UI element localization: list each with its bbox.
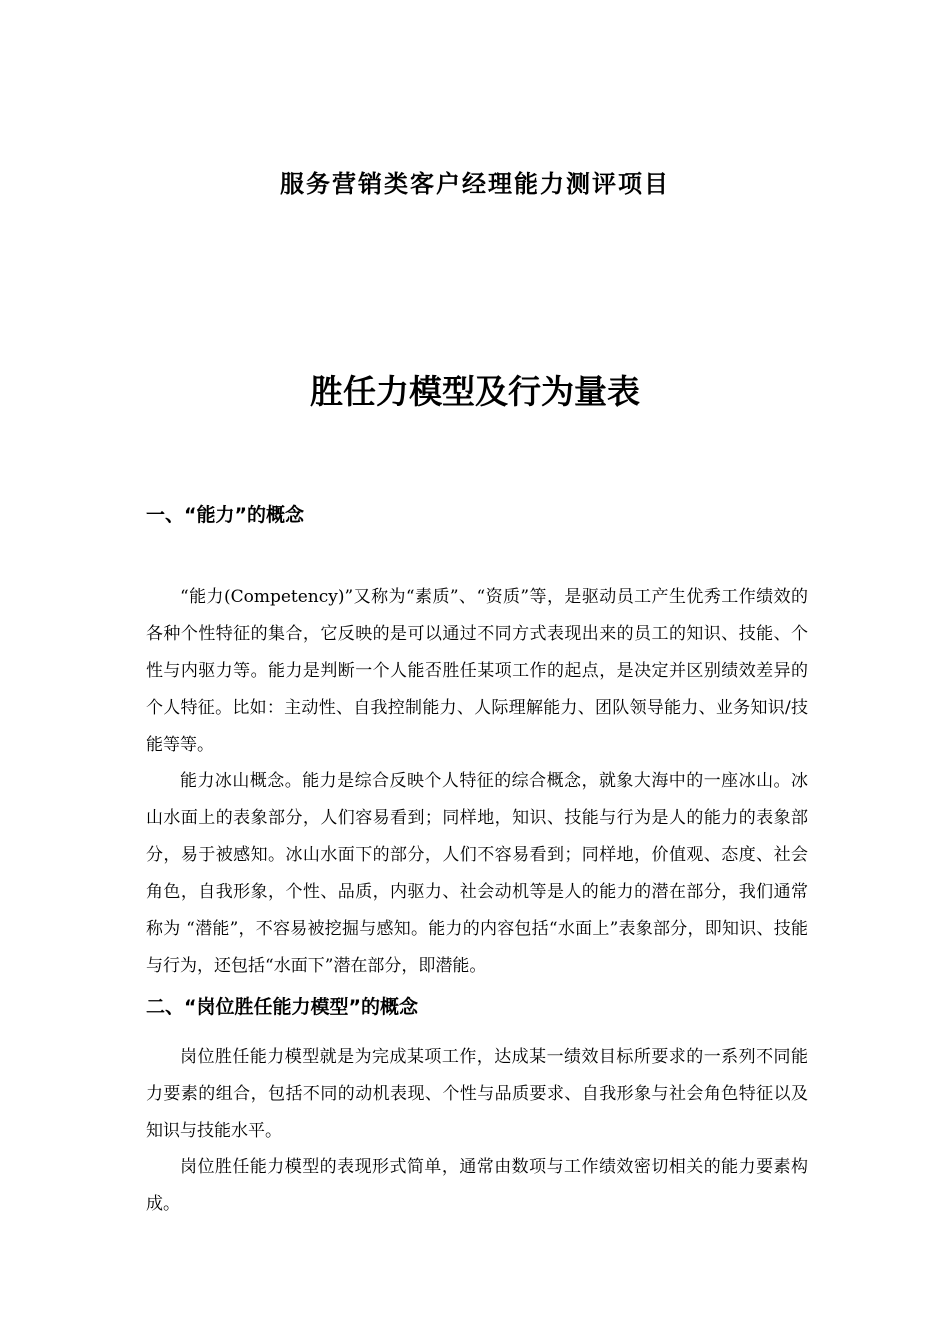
paragraph-competency-definition: “能力(Competency)”又称为“素质”、“资质”等，是驱动员工产生优秀工作绩效的各种个性特征的集合，它反映的是可以通过不同方式表现出来的员工的知识、技能、个性与内驱力等。能力是判断一个人能否胜任某项工作的起点，是决定并区别绩效差异的个人特征。比如：主动性、自我控制能力、人际理解能力、团队领导能力、业务知识/技能等等。 bbox=[146, 587, 808, 755]
section-heading-competency-concept: 一、“能力”的概念 bbox=[146, 504, 304, 526]
paragraph-competency-model-definition: 岗位胜任能力模型就是为完成某项工作，达成某一绩效目标所要求的一系列不同能力要素的组合，包括不同的动机表现、个性与品质要求、自我形象与社会角色特征以及知识与技能水平。 bbox=[146, 1047, 808, 1141]
main-title: 胜任力模型及行为量表 bbox=[310, 372, 640, 411]
project-title: 服务营销类客户经理能力测评项目 bbox=[280, 170, 670, 198]
section-heading-competency-model-concept: 二、“岗位胜任能力模型”的概念 bbox=[146, 996, 418, 1018]
paragraph-iceberg-concept: 能力冰山概念。能力是综合反映个人特征的综合概念，就象大海中的一座冰山。冰山水面上的表象部分，人们容易看到；同样地，知识、技能与行为是人的能力的表象部分，易于被感知。冰山水面下的部分，人们不容易看到；同样地，价值观、态度、社会角色，自我形象，个性、品质，内驱力、社会动机等是人的能力的潜在部分，我们通常称为 “潜能”，不容易被挖掘与感知。能力的内容包括“水面上”表象部分，即知识、技能与行为，还包括“水面下”潜在部分，即潜能。 bbox=[146, 771, 808, 976]
paragraph-competency-model-form: 岗位胜任能力模型的表现形式简单，通常由数项与工作绩效密切相关的能力要素构成。 bbox=[146, 1157, 808, 1214]
